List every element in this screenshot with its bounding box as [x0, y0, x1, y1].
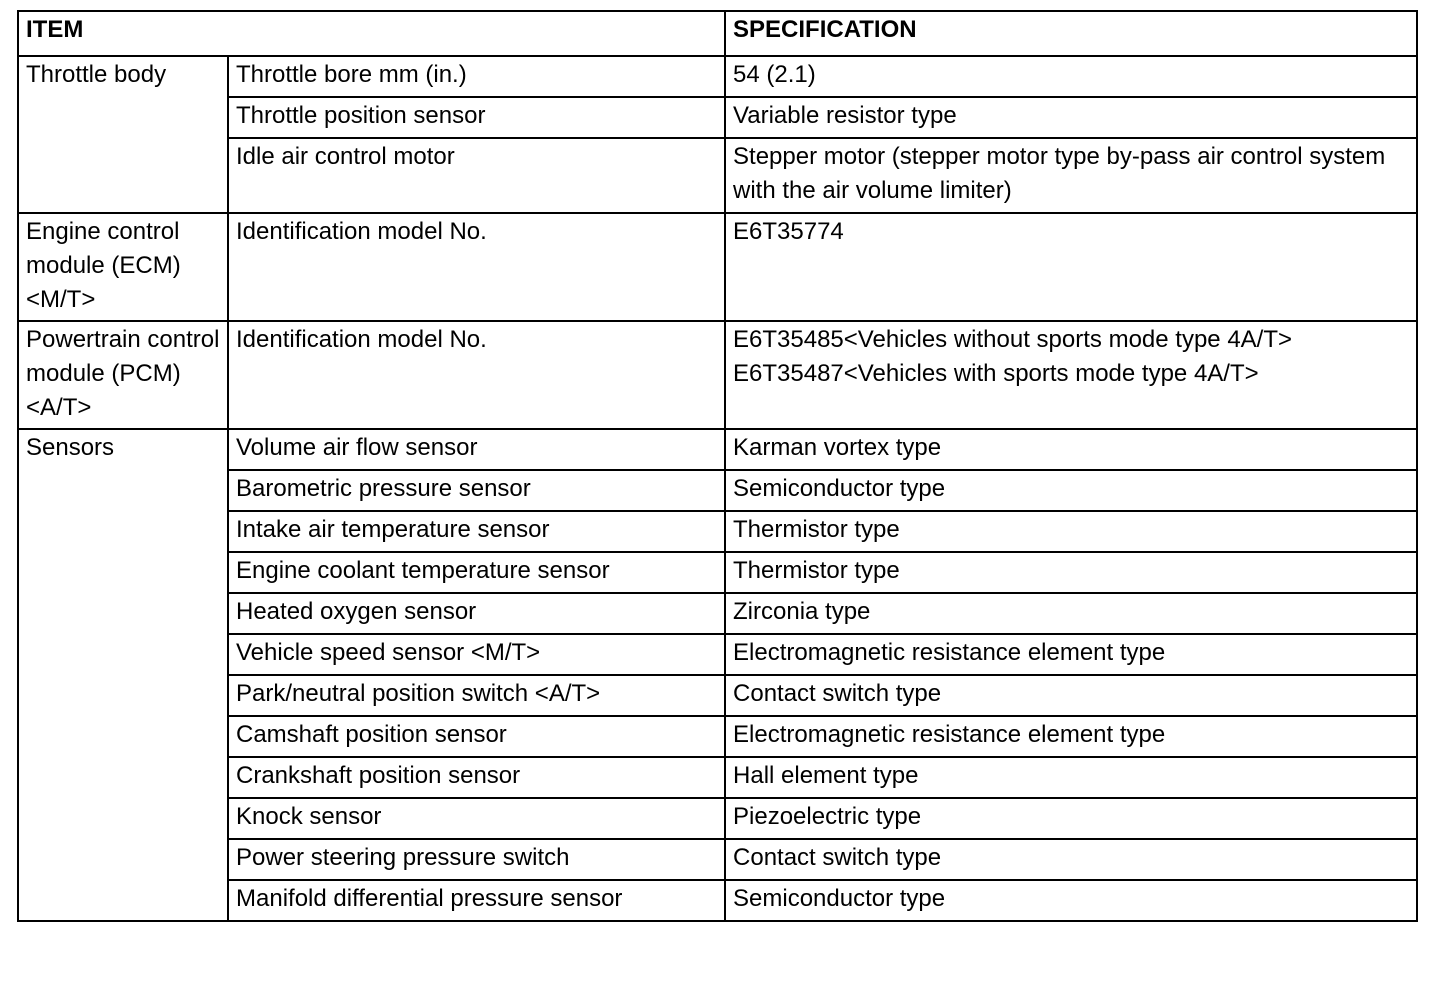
spec-cell: Piezoelectric type — [725, 798, 1417, 839]
spec-line: E6T35487<Vehicles with sports mode type 4A/T> — [733, 360, 1259, 387]
spec-cell: Electromagnetic resistance element type — [725, 634, 1417, 675]
item-cell: Identification model No. — [228, 213, 725, 321]
spec-cell: Thermistor type — [725, 511, 1417, 552]
item-cell: Manifold differential pressure sensor — [228, 880, 725, 921]
spec-cell: E6T35774 — [725, 213, 1417, 321]
item-cell: Vehicle speed sensor <M/T> — [228, 634, 725, 675]
item-cell: Barometric pressure sensor — [228, 470, 725, 511]
item-cell: Park/neutral position switch <A/T> — [228, 675, 725, 716]
header-row — [18, 11, 1417, 56]
item-cell: Camshaft position sensor — [228, 716, 725, 757]
table-row — [18, 321, 1417, 429]
specification-table — [17, 10, 1418, 922]
spec-cell: Electromagnetic resistance element type — [725, 716, 1417, 757]
table-row — [18, 880, 1417, 921]
item-cell: Heated oxygen sensor — [228, 593, 725, 634]
spec-cell: 54 (2.1) — [725, 56, 1417, 97]
spec-cell: Semiconductor type — [725, 470, 1417, 511]
table-row — [18, 757, 1417, 798]
table-row — [18, 675, 1417, 716]
header-specification: SPECIFICATION — [725, 11, 1417, 56]
item-cell: Engine coolant temperature sensor — [228, 552, 725, 593]
table-row — [18, 429, 1417, 470]
spec-cell: Contact switch type — [725, 839, 1417, 880]
table-row — [18, 839, 1417, 880]
table-row — [18, 552, 1417, 593]
spec-cell — [725, 321, 1417, 429]
spec-cell: Variable resistor type — [725, 97, 1417, 138]
item-cell: Throttle position sensor — [228, 97, 725, 138]
table-row — [18, 213, 1417, 321]
item-cell: Identification model No. — [228, 321, 725, 429]
group-sensors: Sensors — [18, 429, 228, 921]
table-row — [18, 56, 1417, 97]
item-cell: Throttle bore mm (in.) — [228, 56, 725, 97]
spec-cell: Stepper motor (stepper motor type by-pass air control system with the air volume limiter) — [725, 138, 1417, 213]
item-cell: Idle air control motor — [228, 138, 725, 213]
table-row — [18, 593, 1417, 634]
spec-cell: Contact switch type — [725, 675, 1417, 716]
table-row — [18, 511, 1417, 552]
group-pcm: Powertrain control module (PCM) <A/T> — [18, 321, 228, 429]
spec-line: E6T35485<Vehicles without sports mode type 4A/T> — [733, 326, 1293, 353]
item-cell: Crankshaft position sensor — [228, 757, 725, 798]
table-row — [18, 798, 1417, 839]
item-cell: Intake air temperature sensor — [228, 511, 725, 552]
item-cell: Knock sensor — [228, 798, 725, 839]
spec-cell: Semiconductor type — [725, 880, 1417, 921]
spec-cell: Zirconia type — [725, 593, 1417, 634]
table-row — [18, 716, 1417, 757]
spec-cell: Hall element type — [725, 757, 1417, 798]
table-row — [18, 97, 1417, 138]
header-item: ITEM — [18, 11, 725, 56]
spec-cell: Thermistor type — [725, 552, 1417, 593]
group-ecm: Engine control module (ECM) <M/T> — [18, 213, 228, 321]
table-row — [18, 634, 1417, 675]
group-throttle-body: Throttle body — [18, 56, 228, 213]
spec-cell: Karman vortex type — [725, 429, 1417, 470]
table-row — [18, 138, 1417, 213]
item-cell: Volume air flow sensor — [228, 429, 725, 470]
item-cell: Power steering pressure switch — [228, 839, 725, 880]
table-row — [18, 470, 1417, 511]
